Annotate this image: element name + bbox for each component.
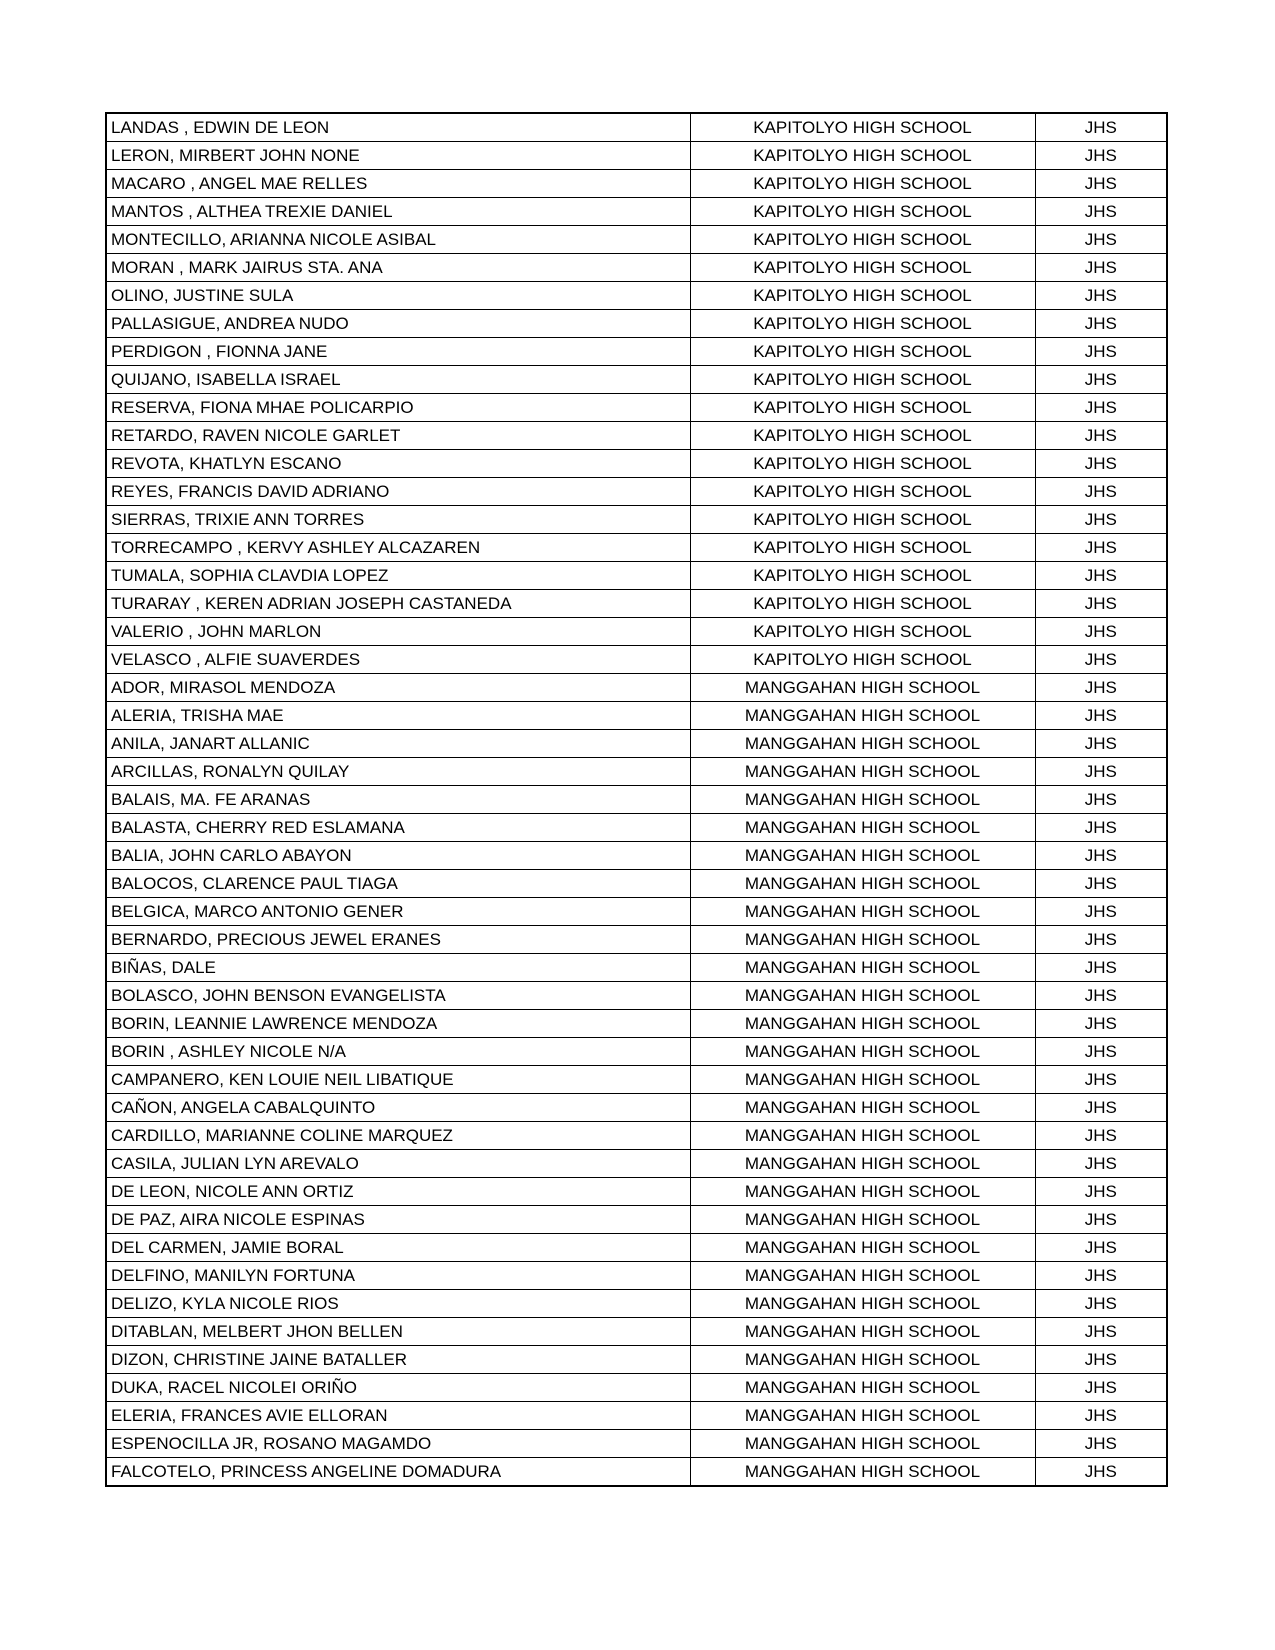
level-cell: JHS: [1035, 786, 1167, 814]
school-name-cell: KAPITOLYO HIGH SCHOOL: [690, 450, 1035, 478]
level-cell: JHS: [1035, 422, 1167, 450]
school-name-cell: MANGGAHAN HIGH SCHOOL: [690, 1318, 1035, 1346]
school-name-cell: MANGGAHAN HIGH SCHOOL: [690, 786, 1035, 814]
level-cell: JHS: [1035, 366, 1167, 394]
student-name-cell: MACARO , ANGEL MAE RELLES: [106, 170, 690, 198]
level-cell: JHS: [1035, 926, 1167, 954]
student-roster-table: [105, 112, 1168, 1487]
level-cell: JHS: [1035, 170, 1167, 198]
student-name-cell: DE LEON, NICOLE ANN ORTIZ: [106, 1178, 690, 1206]
student-name-cell: CARDILLO, MARIANNE COLINE MARQUEZ: [106, 1122, 690, 1150]
level-cell: JHS: [1035, 310, 1167, 338]
table-row: [106, 1374, 1167, 1402]
school-name-cell: MANGGAHAN HIGH SCHOOL: [690, 1010, 1035, 1038]
school-name-cell: MANGGAHAN HIGH SCHOOL: [690, 1402, 1035, 1430]
level-cell: JHS: [1035, 590, 1167, 618]
table-row: [106, 422, 1167, 450]
table-row: [106, 898, 1167, 926]
level-cell: JHS: [1035, 1290, 1167, 1318]
school-name-cell: MANGGAHAN HIGH SCHOOL: [690, 674, 1035, 702]
student-name-cell: ARCILLAS, RONALYN QUILAY: [106, 758, 690, 786]
student-name-cell: BOLASCO, JOHN BENSON EVANGELISTA: [106, 982, 690, 1010]
school-name-cell: KAPITOLYO HIGH SCHOOL: [690, 170, 1035, 198]
level-cell: JHS: [1035, 1010, 1167, 1038]
school-name-cell: MANGGAHAN HIGH SCHOOL: [690, 1374, 1035, 1402]
school-name-cell: MANGGAHAN HIGH SCHOOL: [690, 1430, 1035, 1458]
student-name-cell: BELGICA, MARCO ANTONIO GENER: [106, 898, 690, 926]
student-name-cell: BALASTA, CHERRY RED ESLAMANA: [106, 814, 690, 842]
table-row: [106, 1206, 1167, 1234]
level-cell: JHS: [1035, 282, 1167, 310]
student-name-cell: DE PAZ, AIRA NICOLE ESPINAS: [106, 1206, 690, 1234]
school-name-cell: KAPITOLYO HIGH SCHOOL: [690, 590, 1035, 618]
student-name-cell: BERNARDO, PRECIOUS JEWEL ERANES: [106, 926, 690, 954]
level-cell: JHS: [1035, 534, 1167, 562]
school-name-cell: MANGGAHAN HIGH SCHOOL: [690, 1206, 1035, 1234]
student-name-cell: BIÑAS, DALE: [106, 954, 690, 982]
level-cell: JHS: [1035, 842, 1167, 870]
table-row: [106, 842, 1167, 870]
student-name-cell: OLINO, JUSTINE SULA: [106, 282, 690, 310]
school-name-cell: KAPITOLYO HIGH SCHOOL: [690, 506, 1035, 534]
student-name-cell: CASILA, JULIAN LYN AREVALO: [106, 1150, 690, 1178]
table-row: [106, 814, 1167, 842]
student-name-cell: VELASCO , ALFIE SUAVERDES: [106, 646, 690, 674]
school-name-cell: MANGGAHAN HIGH SCHOOL: [690, 814, 1035, 842]
student-name-cell: BORIN, LEANNIE LAWRENCE MENDOZA: [106, 1010, 690, 1038]
level-cell: JHS: [1035, 1402, 1167, 1430]
school-name-cell: MANGGAHAN HIGH SCHOOL: [690, 898, 1035, 926]
level-cell: JHS: [1035, 478, 1167, 506]
school-name-cell: MANGGAHAN HIGH SCHOOL: [690, 926, 1035, 954]
school-name-cell: MANGGAHAN HIGH SCHOOL: [690, 1290, 1035, 1318]
school-name-cell: MANGGAHAN HIGH SCHOOL: [690, 982, 1035, 1010]
student-name-cell: REYES, FRANCIS DAVID ADRIANO: [106, 478, 690, 506]
student-name-cell: MORAN , MARK JAIRUS STA. ANA: [106, 254, 690, 282]
table-row: [106, 1290, 1167, 1318]
level-cell: JHS: [1035, 898, 1167, 926]
school-name-cell: KAPITOLYO HIGH SCHOOL: [690, 394, 1035, 422]
school-name-cell: MANGGAHAN HIGH SCHOOL: [690, 730, 1035, 758]
level-cell: JHS: [1035, 1346, 1167, 1374]
student-name-cell: LERON, MIRBERT JOHN NONE: [106, 142, 690, 170]
table-row: [106, 954, 1167, 982]
table-row: [106, 1010, 1167, 1038]
student-name-cell: CAÑON, ANGELA CABALQUINTO: [106, 1094, 690, 1122]
table-row: [106, 170, 1167, 198]
school-name-cell: MANGGAHAN HIGH SCHOOL: [690, 758, 1035, 786]
table-row: [106, 1458, 1167, 1487]
student-name-cell: ALERIA, TRISHA MAE: [106, 702, 690, 730]
level-cell: JHS: [1035, 702, 1167, 730]
table-row: [106, 1430, 1167, 1458]
student-name-cell: REVOTA, KHATLYN ESCANO: [106, 450, 690, 478]
level-cell: JHS: [1035, 506, 1167, 534]
level-cell: JHS: [1035, 1206, 1167, 1234]
student-name-cell: ESPENOCILLA JR, ROSANO MAGAMDO: [106, 1430, 690, 1458]
level-cell: JHS: [1035, 618, 1167, 646]
table-row: [106, 1066, 1167, 1094]
level-cell: JHS: [1035, 646, 1167, 674]
table-row: [106, 478, 1167, 506]
student-name-cell: PALLASIGUE, ANDREA NUDO: [106, 310, 690, 338]
level-cell: JHS: [1035, 870, 1167, 898]
level-cell: JHS: [1035, 1262, 1167, 1290]
level-cell: JHS: [1035, 113, 1167, 142]
table-row: [106, 1402, 1167, 1430]
level-cell: JHS: [1035, 1178, 1167, 1206]
school-name-cell: KAPITOLYO HIGH SCHOOL: [690, 366, 1035, 394]
school-name-cell: MANGGAHAN HIGH SCHOOL: [690, 702, 1035, 730]
school-name-cell: MANGGAHAN HIGH SCHOOL: [690, 842, 1035, 870]
table-row: [106, 1150, 1167, 1178]
table-row: [106, 646, 1167, 674]
student-name-cell: DEL CARMEN, JAMIE BORAL: [106, 1234, 690, 1262]
level-cell: JHS: [1035, 226, 1167, 254]
school-name-cell: KAPITOLYO HIGH SCHOOL: [690, 422, 1035, 450]
student-name-cell: BALOCOS, CLARENCE PAUL TIAGA: [106, 870, 690, 898]
table-row: [106, 198, 1167, 226]
table-row: [106, 926, 1167, 954]
school-name-cell: KAPITOLYO HIGH SCHOOL: [690, 562, 1035, 590]
student-name-cell: BALAIS, MA. FE ARANAS: [106, 786, 690, 814]
student-name-cell: DIZON, CHRISTINE JAINE BATALLER: [106, 1346, 690, 1374]
student-name-cell: FALCOTELO, PRINCESS ANGELINE DOMADURA: [106, 1458, 690, 1487]
school-name-cell: KAPITOLYO HIGH SCHOOL: [690, 113, 1035, 142]
table-row: [106, 982, 1167, 1010]
level-cell: JHS: [1035, 730, 1167, 758]
table-row: [106, 394, 1167, 422]
level-cell: JHS: [1035, 198, 1167, 226]
student-name-cell: SIERRAS, TRIXIE ANN TORRES: [106, 506, 690, 534]
level-cell: JHS: [1035, 254, 1167, 282]
school-name-cell: KAPITOLYO HIGH SCHOOL: [690, 198, 1035, 226]
student-name-cell: QUIJANO, ISABELLA ISRAEL: [106, 366, 690, 394]
school-name-cell: KAPITOLYO HIGH SCHOOL: [690, 646, 1035, 674]
table-row: [106, 254, 1167, 282]
table-row: [106, 1318, 1167, 1346]
school-name-cell: KAPITOLYO HIGH SCHOOL: [690, 534, 1035, 562]
level-cell: JHS: [1035, 674, 1167, 702]
student-name-cell: RETARDO, RAVEN NICOLE GARLET: [106, 422, 690, 450]
school-name-cell: KAPITOLYO HIGH SCHOOL: [690, 282, 1035, 310]
level-cell: JHS: [1035, 142, 1167, 170]
student-name-cell: DELIZO, KYLA NICOLE RIOS: [106, 1290, 690, 1318]
table-row: [106, 450, 1167, 478]
level-cell: JHS: [1035, 1458, 1167, 1487]
school-name-cell: MANGGAHAN HIGH SCHOOL: [690, 1038, 1035, 1066]
school-name-cell: MANGGAHAN HIGH SCHOOL: [690, 954, 1035, 982]
table-row: [106, 786, 1167, 814]
student-name-cell: PERDIGON , FIONNA JANE: [106, 338, 690, 366]
student-name-cell: DUKA, RACEL NICOLEI ORIÑO: [106, 1374, 690, 1402]
school-name-cell: MANGGAHAN HIGH SCHOOL: [690, 1066, 1035, 1094]
level-cell: JHS: [1035, 954, 1167, 982]
level-cell: JHS: [1035, 1066, 1167, 1094]
table-row: [106, 338, 1167, 366]
student-name-cell: MONTECILLO, ARIANNA NICOLE ASIBAL: [106, 226, 690, 254]
school-name-cell: KAPITOLYO HIGH SCHOOL: [690, 478, 1035, 506]
level-cell: JHS: [1035, 338, 1167, 366]
table-row: [106, 590, 1167, 618]
level-cell: JHS: [1035, 814, 1167, 842]
school-name-cell: KAPITOLYO HIGH SCHOOL: [690, 254, 1035, 282]
school-name-cell: MANGGAHAN HIGH SCHOOL: [690, 1346, 1035, 1374]
level-cell: JHS: [1035, 758, 1167, 786]
table-row: [106, 310, 1167, 338]
table-row: [106, 1178, 1167, 1206]
level-cell: JHS: [1035, 1318, 1167, 1346]
school-name-cell: KAPITOLYO HIGH SCHOOL: [690, 618, 1035, 646]
student-name-cell: TUMALA, SOPHIA CLAVDIA LOPEZ: [106, 562, 690, 590]
table-row: [106, 1346, 1167, 1374]
table-row: [106, 506, 1167, 534]
student-name-cell: LANDAS , EDWIN DE LEON: [106, 113, 690, 142]
table-row: [106, 702, 1167, 730]
student-name-cell: ELERIA, FRANCES AVIE ELLORAN: [106, 1402, 690, 1430]
table-row: [106, 758, 1167, 786]
student-name-cell: MANTOS , ALTHEA TREXIE DANIEL: [106, 198, 690, 226]
table-row: [106, 562, 1167, 590]
level-cell: JHS: [1035, 1094, 1167, 1122]
level-cell: JHS: [1035, 1430, 1167, 1458]
table-row: [106, 226, 1167, 254]
student-name-cell: BORIN , ASHLEY NICOLE N/A: [106, 1038, 690, 1066]
table-row: [106, 142, 1167, 170]
student-name-cell: BALIA, JOHN CARLO ABAYON: [106, 842, 690, 870]
level-cell: JHS: [1035, 1150, 1167, 1178]
student-name-cell: VALERIO , JOHN MARLON: [106, 618, 690, 646]
table-row: [106, 366, 1167, 394]
student-name-cell: CAMPANERO, KEN LOUIE NEIL LIBATIQUE: [106, 1066, 690, 1094]
school-name-cell: MANGGAHAN HIGH SCHOOL: [690, 1122, 1035, 1150]
table-row: [106, 1038, 1167, 1066]
table-row: [106, 1262, 1167, 1290]
table-row: [106, 1234, 1167, 1262]
student-name-cell: RESERVA, FIONA MHAE POLICARPIO: [106, 394, 690, 422]
level-cell: JHS: [1035, 562, 1167, 590]
table-row: [106, 1094, 1167, 1122]
level-cell: JHS: [1035, 982, 1167, 1010]
school-name-cell: MANGGAHAN HIGH SCHOOL: [690, 1458, 1035, 1487]
level-cell: JHS: [1035, 1374, 1167, 1402]
table-row: [106, 113, 1167, 142]
table-row: [106, 534, 1167, 562]
school-name-cell: MANGGAHAN HIGH SCHOOL: [690, 1234, 1035, 1262]
level-cell: JHS: [1035, 1038, 1167, 1066]
table-row: [106, 730, 1167, 758]
school-name-cell: MANGGAHAN HIGH SCHOOL: [690, 1178, 1035, 1206]
student-name-cell: TORRECAMPO , KERVY ASHLEY ALCAZAREN: [106, 534, 690, 562]
school-name-cell: MANGGAHAN HIGH SCHOOL: [690, 1094, 1035, 1122]
student-name-cell: DITABLAN, MELBERT JHON BELLEN: [106, 1318, 690, 1346]
level-cell: JHS: [1035, 394, 1167, 422]
school-name-cell: KAPITOLYO HIGH SCHOOL: [690, 142, 1035, 170]
school-name-cell: KAPITOLYO HIGH SCHOOL: [690, 338, 1035, 366]
table-row: [106, 1122, 1167, 1150]
table-row: [106, 674, 1167, 702]
level-cell: JHS: [1035, 1234, 1167, 1262]
level-cell: JHS: [1035, 450, 1167, 478]
school-name-cell: MANGGAHAN HIGH SCHOOL: [690, 1150, 1035, 1178]
student-name-cell: ANILA, JANART ALLANIC: [106, 730, 690, 758]
table-row: [106, 870, 1167, 898]
student-name-cell: DELFINO, MANILYN FORTUNA: [106, 1262, 690, 1290]
student-name-cell: ADOR, MIRASOL MENDOZA: [106, 674, 690, 702]
school-name-cell: MANGGAHAN HIGH SCHOOL: [690, 870, 1035, 898]
school-name-cell: KAPITOLYO HIGH SCHOOL: [690, 226, 1035, 254]
table-row: [106, 282, 1167, 310]
school-name-cell: KAPITOLYO HIGH SCHOOL: [690, 310, 1035, 338]
school-name-cell: MANGGAHAN HIGH SCHOOL: [690, 1262, 1035, 1290]
table-row: [106, 618, 1167, 646]
student-name-cell: TURARAY , KEREN ADRIAN JOSEPH CASTANEDA: [106, 590, 690, 618]
roster-body: [106, 113, 1167, 1486]
level-cell: JHS: [1035, 1122, 1167, 1150]
